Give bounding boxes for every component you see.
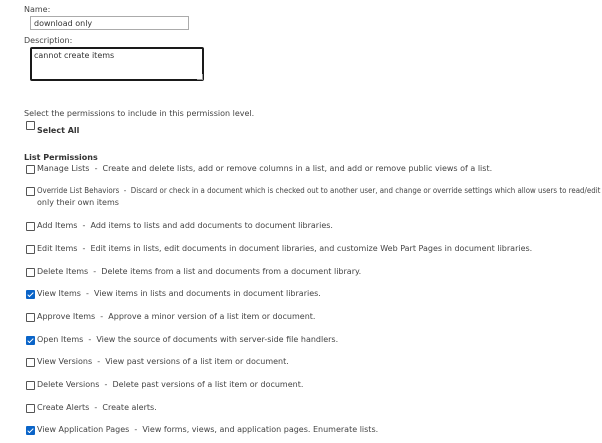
permission-checkbox[interactable]: [26, 358, 35, 367]
permission-description: Discard or check in a document which is checked out to another user, and change or override settings which allow users to read/edit: [130, 186, 601, 195]
permission-description: Edit items in lists, edit documents in document libraries, and customize Web Part Pages in document libraries.: [90, 244, 533, 253]
permission-description: Approve a minor version of a list item or document.: [108, 312, 316, 321]
permission-row-text: [37, 335, 338, 344]
permission-description: Delete items from a list and documents from a document library.: [101, 267, 362, 276]
permission-row-text: [37, 403, 157, 412]
permission-row-text: [37, 244, 532, 253]
separator: -: [119, 186, 131, 195]
permission-checkbox[interactable]: [26, 187, 35, 196]
permission-name[interactable]: Delete Items: [37, 267, 89, 276]
permission-name[interactable]: Override List Behaviors: [37, 186, 120, 195]
permission-checkbox[interactable]: [26, 222, 35, 231]
permission-description: Delete past versions of a list item or document.: [112, 380, 304, 389]
permission-name[interactable]: Manage Lists: [37, 164, 90, 173]
select-permissions-prompt: Select the permissions to include in this permission level.: [24, 109, 255, 118]
separator: -: [99, 380, 113, 389]
separator: -: [89, 164, 103, 173]
permission-row-text: [37, 425, 378, 434]
permission-row-text: [37, 289, 321, 298]
select-all-checkbox[interactable]: [26, 121, 35, 130]
permission-row-text: [37, 267, 361, 276]
permission-checkbox[interactable]: [26, 165, 35, 174]
permission-checkbox[interactable]: [26, 336, 35, 345]
permission-row-text: [37, 312, 315, 321]
permission-description: View the source of documents with server-side file handlers.: [96, 335, 339, 344]
permission-description: Create alerts.: [102, 403, 157, 412]
permission-row-text: [37, 186, 600, 195]
separator: -: [77, 244, 91, 253]
permission-checkbox[interactable]: [26, 313, 35, 322]
permission-checkbox[interactable]: [26, 268, 35, 277]
permission-name[interactable]: Open Items: [37, 335, 84, 344]
separator: -: [129, 425, 143, 434]
permission-checkbox[interactable]: [26, 426, 35, 435]
description-input[interactable]: [30, 47, 204, 81]
permission-name[interactable]: Delete Versions: [37, 380, 100, 389]
permission-name[interactable]: Add Items: [37, 221, 78, 230]
permission-name[interactable]: Approve Items: [37, 312, 96, 321]
permission-checkbox[interactable]: [26, 381, 35, 390]
permission-description: Create and delete lists, add or remove columns in a list, and add or remove public views of a list.: [102, 164, 493, 173]
name-label: Name:: [24, 5, 51, 14]
permission-description: Add items to lists and add documents to document libraries.: [90, 221, 333, 230]
name-input[interactable]: [30, 16, 189, 30]
separator: -: [77, 221, 91, 230]
separator: -: [83, 335, 97, 344]
permission-name[interactable]: Edit Items: [37, 244, 78, 253]
permission-name[interactable]: View Items: [37, 289, 81, 298]
separator: -: [80, 289, 94, 298]
permission-checkbox[interactable]: [26, 245, 35, 254]
permission-description-continued: only their own items: [37, 198, 119, 207]
separator: -: [95, 312, 109, 321]
description-label: Description:: [24, 36, 73, 45]
permission-row-text: [37, 380, 303, 389]
permission-row-text: [37, 221, 333, 230]
permission-description: View items in lists and documents in document libraries.: [93, 289, 321, 298]
permission-checkbox[interactable]: [26, 290, 35, 299]
permission-checkbox[interactable]: [26, 404, 35, 413]
permission-description: View past versions of a list item or document.: [105, 357, 289, 366]
permission-row-text: [37, 164, 492, 173]
permission-description: View forms, views, and application pages. Enumerate lists.: [142, 425, 379, 434]
permission-row-text: [37, 357, 289, 366]
select-all-label: Select All: [37, 126, 80, 135]
separator: -: [89, 403, 103, 412]
separator: -: [88, 267, 102, 276]
permission-name[interactable]: View Versions: [37, 357, 93, 366]
permission-name[interactable]: View Application Pages: [37, 425, 130, 434]
list-permissions-heading: List Permissions: [24, 153, 98, 162]
separator: -: [92, 357, 106, 366]
permission-name[interactable]: Create Alerts: [37, 403, 90, 412]
